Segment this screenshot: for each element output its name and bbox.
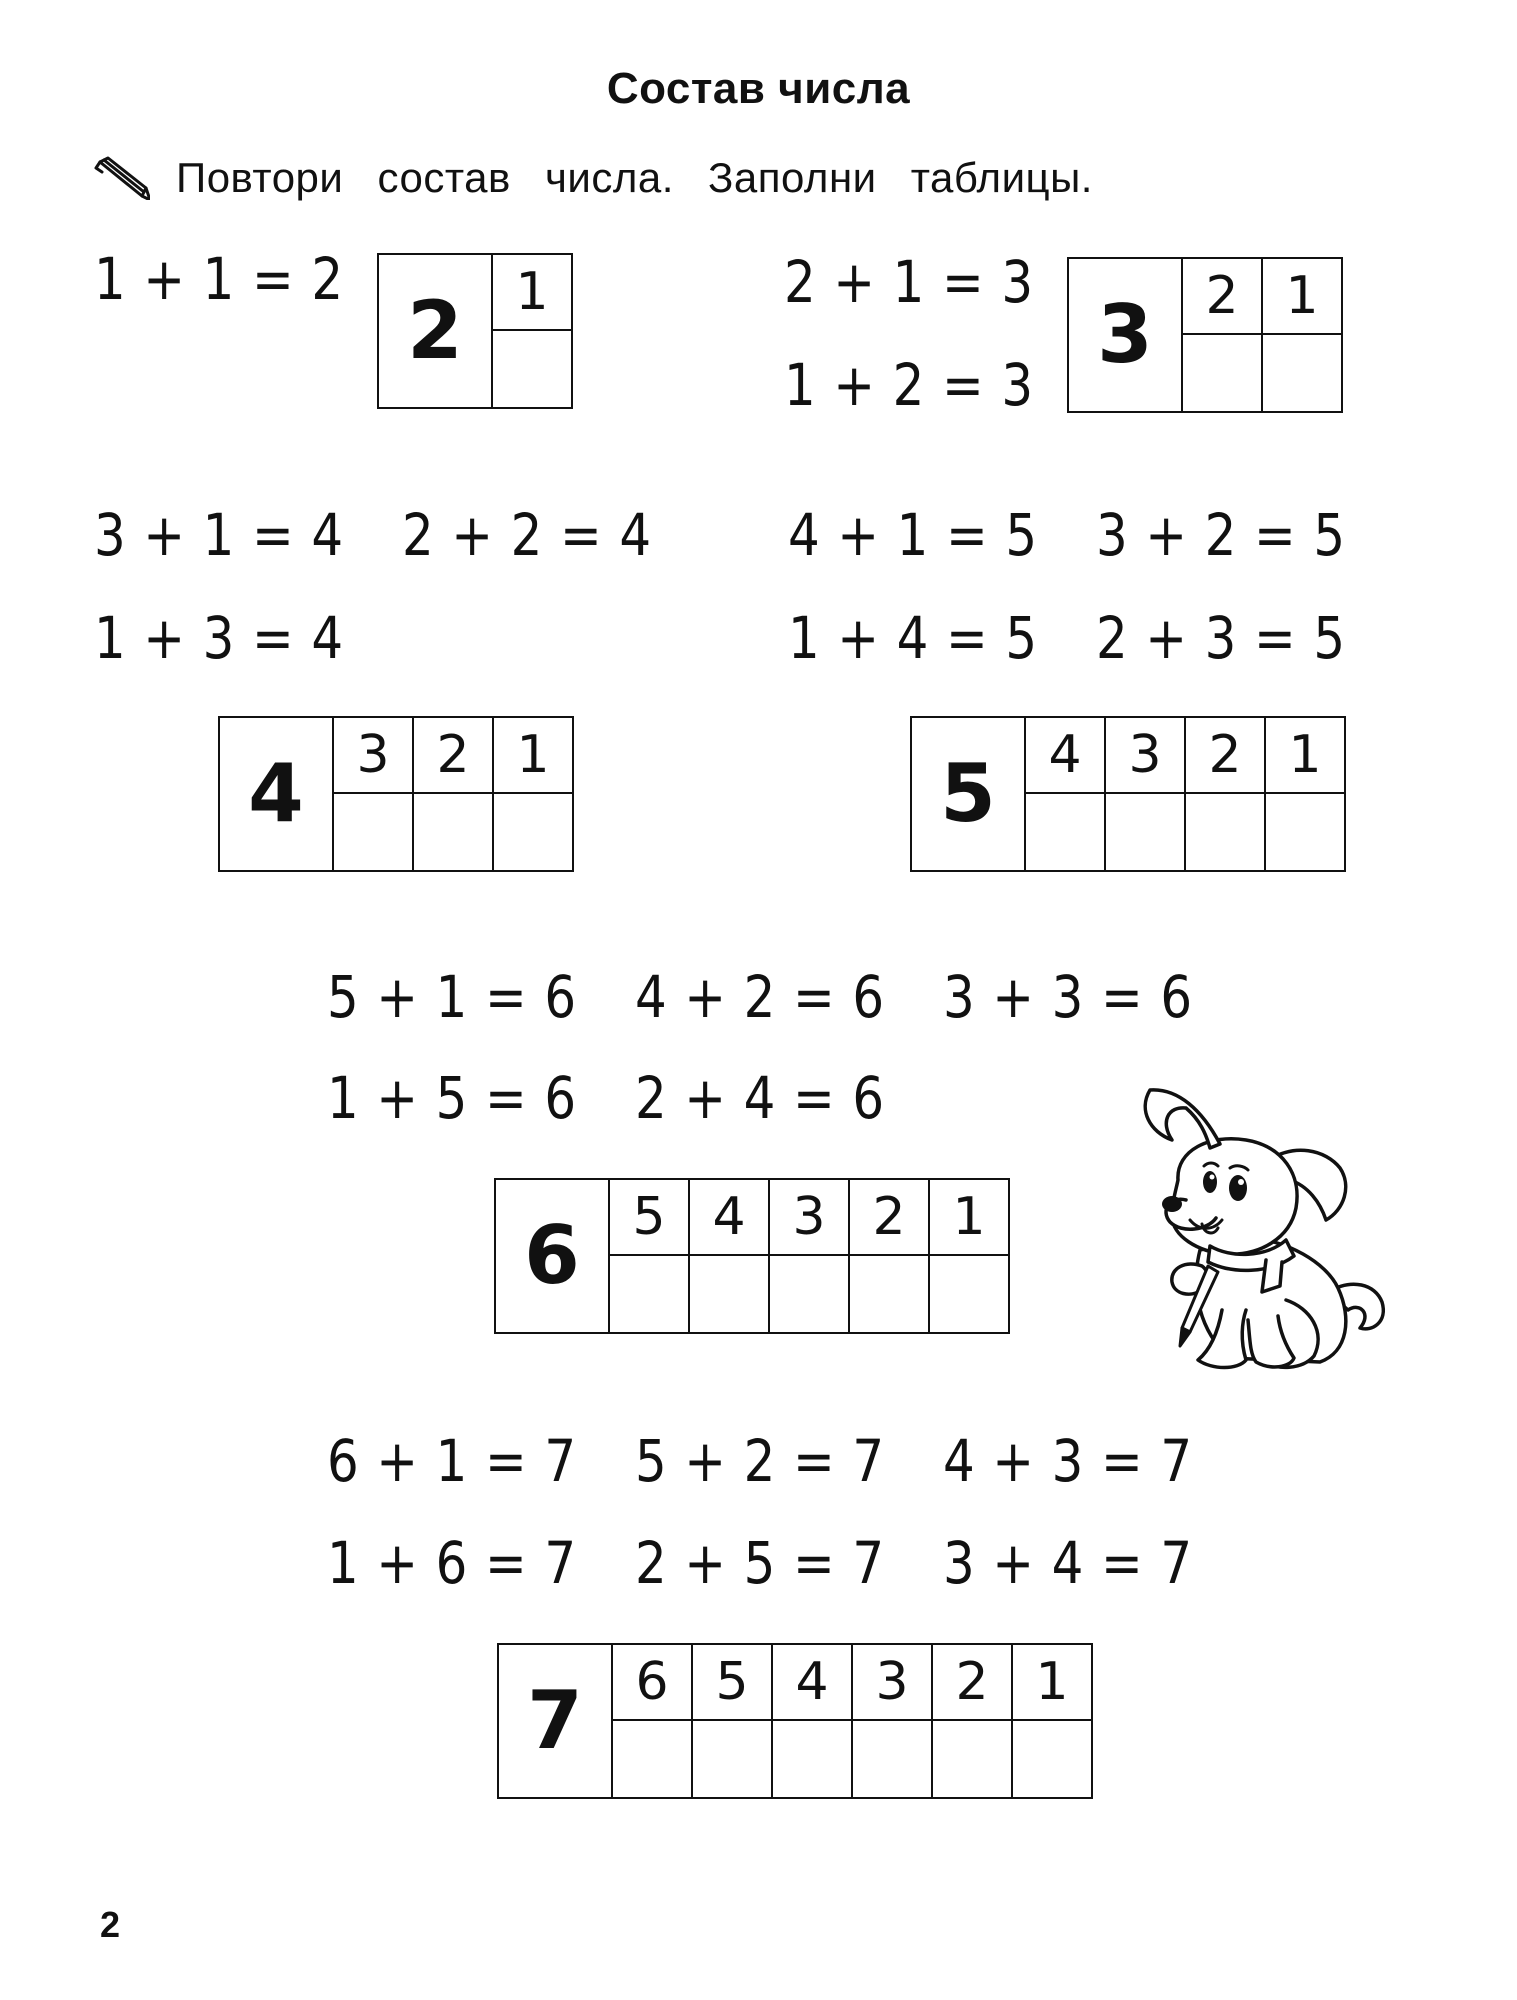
table-answer-cell[interactable] [333, 793, 413, 871]
table-main-number: 2 [378, 254, 492, 408]
instruction-line [94, 148, 1093, 208]
table-part-cell: 2 [1185, 717, 1265, 793]
number-table-4 [218, 716, 574, 872]
equation: 3 + 1 = 4 [94, 501, 344, 569]
equation: 5 + 1 = 6 [327, 963, 577, 1031]
page-number: 2 [100, 1904, 121, 1945]
table-answer-cell[interactable] [1182, 334, 1262, 412]
table-answer-cell[interactable] [932, 1720, 1012, 1798]
table-part-cell: 2 [932, 1644, 1012, 1720]
table-answer-cell[interactable] [612, 1720, 692, 1798]
table-main-number: 4 [219, 717, 333, 871]
table-answer-cell[interactable] [413, 793, 493, 871]
equation: 3 + 3 = 6 [943, 963, 1193, 1031]
equation: 1 + 4 = 5 [788, 604, 1038, 672]
table-part-cell: 6 [612, 1644, 692, 1720]
table-part-cell: 1 [1012, 1644, 1092, 1720]
equation: 4 + 1 = 5 [788, 501, 1038, 569]
table-part-cell: 5 [609, 1179, 689, 1255]
equation: 5 + 2 = 7 [635, 1427, 885, 1495]
table-part-cell: 4 [772, 1644, 852, 1720]
table-answer-cell[interactable] [692, 1720, 772, 1798]
table-part-cell: 2 [849, 1179, 929, 1255]
table-part-cell: 1 [493, 717, 573, 793]
equation: 2 + 1 = 3 [784, 248, 1034, 316]
table-answer-cell[interactable] [609, 1255, 689, 1333]
equation: 1 + 5 = 6 [327, 1064, 577, 1132]
number-table-5 [910, 716, 1346, 872]
equation: 1 + 6 = 7 [327, 1529, 577, 1597]
equation: 4 + 3 = 7 [943, 1427, 1193, 1495]
equation: 3 + 2 = 5 [1096, 501, 1346, 569]
table-part-cell: 4 [1025, 717, 1105, 793]
table-part-cell: 3 [852, 1644, 932, 1720]
table-answer-cell[interactable] [1012, 1720, 1092, 1798]
table-part-cell: 3 [333, 717, 413, 793]
table-answer-cell[interactable] [769, 1255, 849, 1333]
table-part-cell: 1 [1262, 258, 1342, 334]
equation: 2 + 5 = 7 [635, 1529, 885, 1597]
table-answer-cell[interactable] [1025, 793, 1105, 871]
table-part-cell: 5 [692, 1644, 772, 1720]
equation: 6 + 1 = 7 [327, 1427, 577, 1495]
table-answer-cell[interactable] [1185, 793, 1265, 871]
table-main-number: 3 [1068, 258, 1182, 412]
table-answer-cell[interactable] [689, 1255, 769, 1333]
equation: 1 + 2 = 3 [784, 351, 1034, 419]
table-answer-cell[interactable] [1262, 334, 1342, 412]
table-answer-cell[interactable] [849, 1255, 929, 1333]
table-answer-cell[interactable] [1105, 793, 1185, 871]
page-title: Состав числа [606, 64, 911, 113]
table-main-number: 6 [495, 1179, 609, 1333]
table-main-number: 7 [498, 1644, 612, 1798]
table-answer-cell[interactable] [1265, 793, 1345, 871]
table-answer-cell[interactable] [493, 793, 573, 871]
equation: 2 + 2 = 4 [402, 501, 652, 569]
pencil-icon [94, 156, 150, 200]
table-answer-cell[interactable] [929, 1255, 1009, 1333]
instruction-text: Повтори состав числа. Заполни таблицы. [176, 154, 1093, 201]
table-part-cell: 1 [492, 254, 572, 330]
table-part-cell: 1 [929, 1179, 1009, 1255]
table-part-cell: 4 [689, 1179, 769, 1255]
table-part-cell: 3 [769, 1179, 849, 1255]
equation: 1 + 1 = 2 [94, 245, 344, 313]
equation: 2 + 3 = 5 [1096, 604, 1346, 672]
equation: 1 + 3 = 4 [94, 604, 344, 672]
table-part-cell: 2 [1182, 258, 1262, 334]
number-table-7 [497, 1643, 1093, 1799]
table-part-cell: 1 [1265, 717, 1345, 793]
table-part-cell: 3 [1105, 717, 1185, 793]
number-table-2 [377, 253, 573, 409]
table-answer-cell[interactable] [492, 330, 572, 408]
puppy-with-pencil-illustration [1090, 1070, 1400, 1380]
equation: 2 + 4 = 6 [635, 1064, 885, 1132]
table-part-cell: 2 [413, 717, 493, 793]
number-table-3 [1067, 257, 1343, 413]
equation: 4 + 2 = 6 [635, 963, 885, 1031]
table-answer-cell[interactable] [772, 1720, 852, 1798]
equation: 3 + 4 = 7 [943, 1529, 1193, 1597]
table-answer-cell[interactable] [852, 1720, 932, 1798]
table-main-number: 5 [911, 717, 1025, 871]
number-table-6 [494, 1178, 1010, 1334]
